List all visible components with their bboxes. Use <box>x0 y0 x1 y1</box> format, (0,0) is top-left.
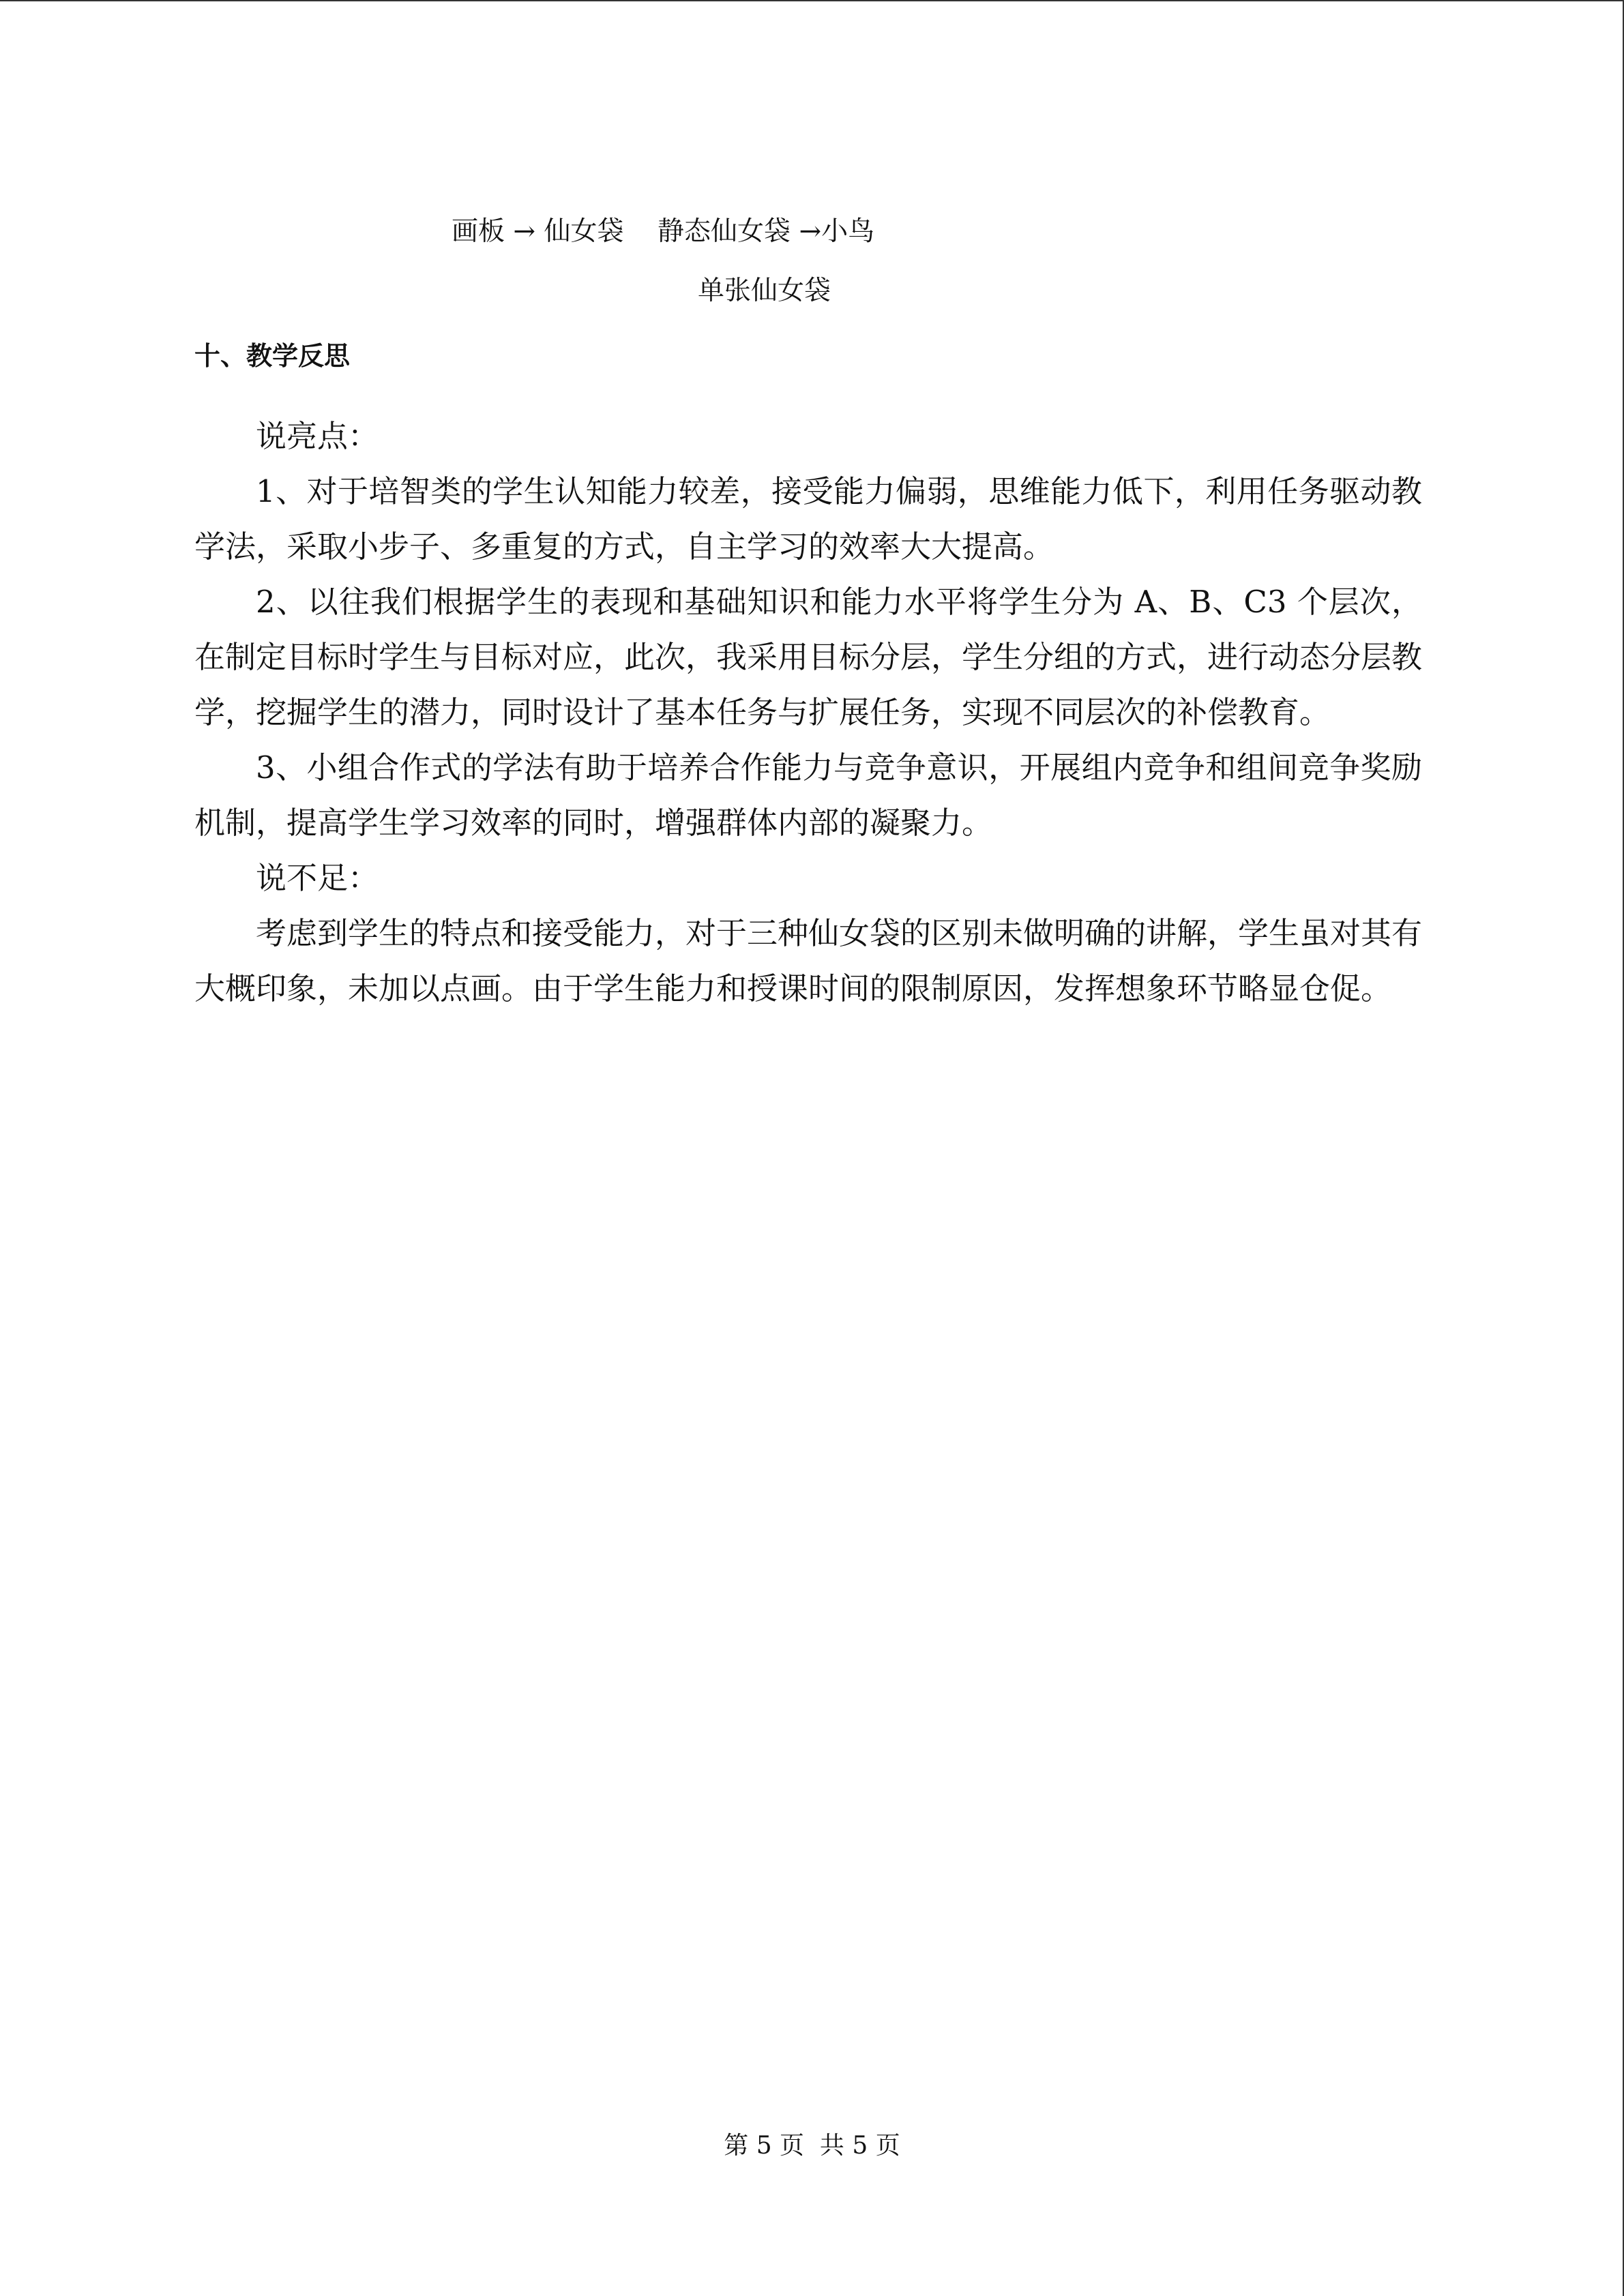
paragraph-highlights-label: 说亮点： <box>256 418 379 454</box>
body-text <box>194 408 1422 1016</box>
paragraph-1: 1、对于培智类的学生认知能力较差，接受能力偏弱，思维能力低下，利用任务驱动教学法，采取小步子、多重复的方式，自主学习的效率大大提高。 <box>194 473 1422 565</box>
page-number-footer: 第 5 页 共 5 页 <box>724 2132 900 2160</box>
paragraph-shortcomings-label: 说不足： <box>256 860 379 896</box>
paragraph-2: 2、以往我们根据学生的表现和基础知识和能力水平将学生分为 A、B、C3 个层次，在制定目标时学生与目标对应，此次，我采用目标分层，学生分组的方式，进行动态分层教学，挖掘学生的潜力，同时设计了基本任务与扩展任务，实现不同层次的补偿教育。 <box>194 584 1423 730</box>
flowchart-line-2: 单张仙女袋 <box>698 275 831 306</box>
section-heading: 十、教学反思 <box>194 340 351 371</box>
paragraph-3: 3、小组合作式的学法有助于培养合作能力与竞争意识，开展组内竞争和组间竞争奖励机制，提高学生学习效率的同时，增强群体内部的凝聚力。 <box>194 749 1422 841</box>
flowchart-line-1: 画板 → 仙女袋 静态仙女袋 →小鸟 <box>452 216 875 247</box>
paragraph-4: 考虑到学生的特点和接受能力，对于三种仙女袋的区别未做明确的讲解，学生虽对其有大概印象，未加以点画。由于学生能力和授课时间的限制原因，发挥想象环节略显仓促。 <box>194 915 1423 1007</box>
